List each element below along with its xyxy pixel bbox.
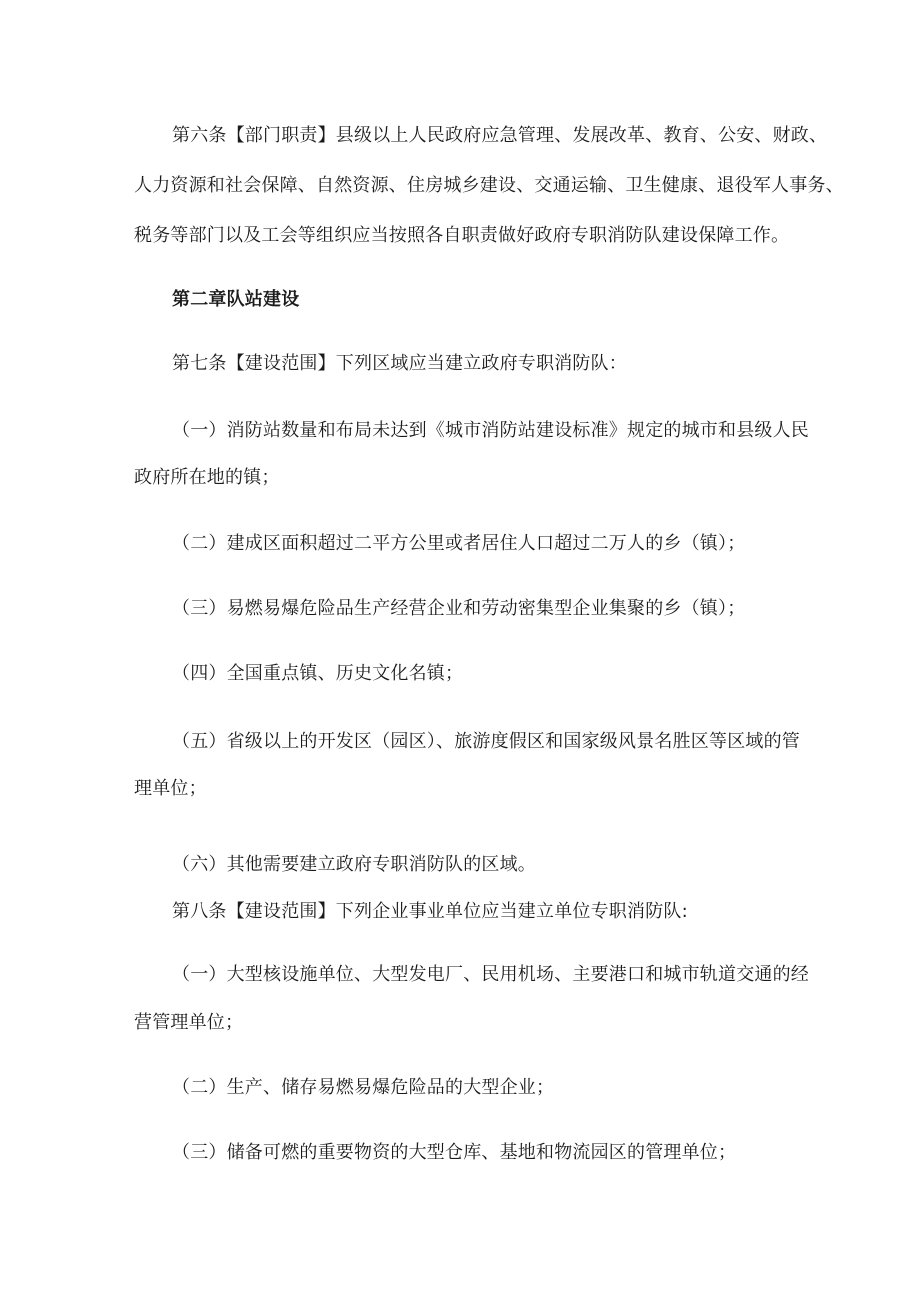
article-6-line-3: 税务等部门以及工会等组织应当按照各自职责做好政府专职消防队建设保障工作。 [134,225,790,246]
article-7-item-1-line-2: 政府所在地的镇； [134,467,280,488]
article-6-line-2: 人力资源和社会保障、自然资源、住房城乡建设、交通运输、卫生健康、退役军人事务、 [134,175,844,196]
article-8-item-1-line-2: 营管理单位； [134,1012,244,1033]
article-7-item-3: （三）易燃易爆危险品生产经营企业和劳动密集型企业集聚的乡（镇）； [172,598,746,619]
article-6-line-1: 第六条【部门职责】县级以上人民政府应急管理、发展改革、教育、公安、财政、 [172,125,828,146]
article-8-intro: 第八条【建设范围】下列企业事业单位应当建立单位专职消防队: [172,901,688,922]
article-7-item-5-line-2: 理单位； [134,778,207,799]
article-8-item-3: （三）储备可燃的重要物资的大型仓库、基地和物流园区的管理单位； [172,1142,737,1163]
article-7-intro: 第七条【建设范围】下列区域应当建立政府专职消防队： [172,353,627,374]
article-7-item-2: （二）建成区面积超过二平方公里或者居住人口超过二万人的乡（镇）； [172,533,746,554]
article-7-item-1-line-1: （一）消防站数量和布局未达到《城市消防站建设标准》规定的城市和县级人民 [172,420,809,441]
article-8-item-2: （二）生产、储存易燃易爆危险品的大型企业； [172,1077,555,1098]
article-7-item-5-line-1: （五）省级以上的开发区（园区）、旅游度假区和国家级风景名胜区等区域的管 [172,731,800,752]
article-7-item-4: （四）全国重点镇、历史文化名镇； [172,663,464,684]
article-8-item-1-line-1: （一）大型核设施单位、大型发电厂、民用机场、主要港口和城市轨道交通的经 [172,964,809,985]
chapter-2-heading: 第二章队站建设 [172,289,300,310]
article-7-item-6: （六）其他需要建立政府专职消防队的区域。 [172,854,536,875]
